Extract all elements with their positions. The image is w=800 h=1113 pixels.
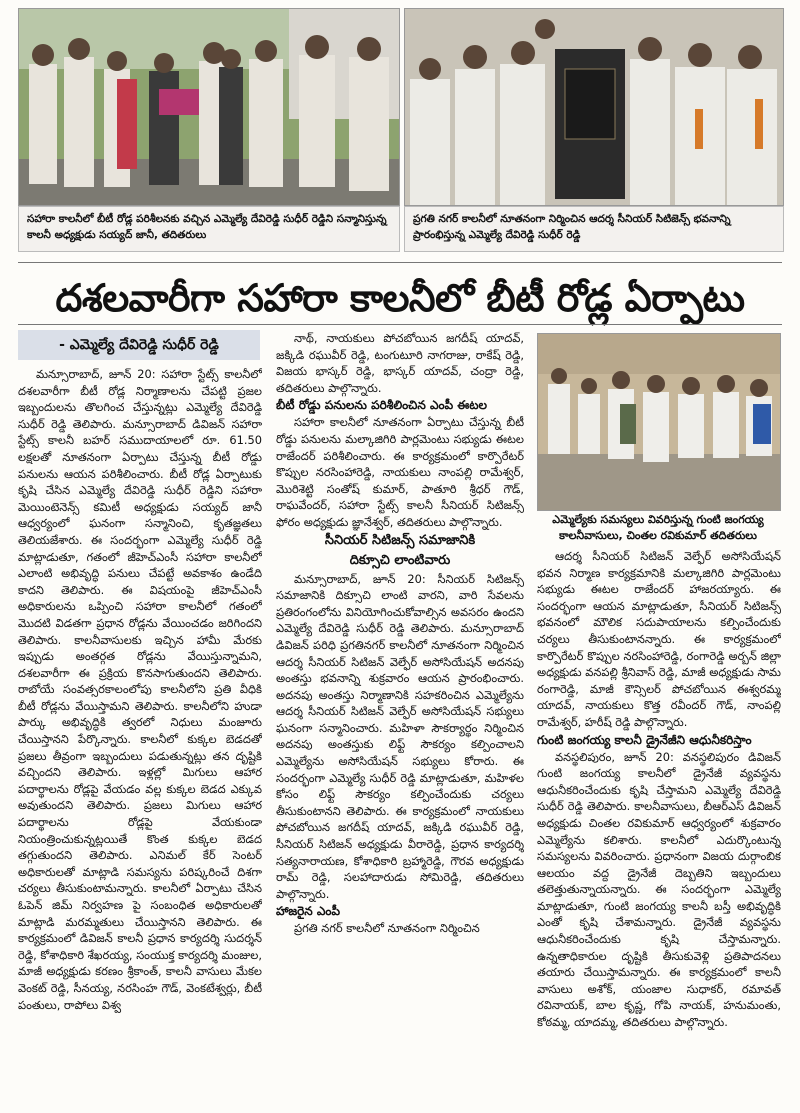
subheading: హాజరైన ఎంపీ <box>276 904 341 919</box>
photo-residents-meeting <box>537 333 781 511</box>
paragraph: మన్సూరాబాద్, జూన్ 20: సహారా స్టేట్స్ కాలనీలో దశలవారీగా బీటీ రోడ్ల నిర్మాణాలను చేపట్టి ప్రజల ఇబ్బందులను తొలగించ చేస్తున్నట్లు ఎమ్మెల్యే దేవిరెడ్డి సుధీర్ రెడ్డి తెలిపారు. మన్సూరాబాద్ డివిజన్ సహారా స్టేట్స్ కాలనీ బహర్ సముదాయాలలో రూ. 61.50 లక్షలతో నూతనంగా ఏర్పాటు చేస్తున్న బీటీ రోడ్డు పనులను ఆయన పరిశీలించారు. బీటీ రోడ్ల ఏర్పాటుకు కృషి చేసిన ఎమ్మెల్యే దేవిరెడ్డి సుధీర్ రెడ్డిని సహారా మెయింటెనెన్స్ కమిటీ అధ్యక్షుడు సయ్యద్ జానీ ఆధ్వర్యంలో ఘనంగా సన్మానించి, కృతజ్ఞతలు తెలియజేశారు. ఈ సందర్భంగా ఎమ్మెల్యే సుధీర్ రెడ్డి మాట్లాడుతూ, గతంలో జీహెచ్ఎంసీ సహారా కాలనీలో ఎలాంటి అభివృద్ధి పనులు చేపట్టే అవకాశం ఉండేది కాదని తెలిపారు. ఈ విషయంపై జీహెచ్ఎంసీ అధికారులను ఒప్పించి సహారా కాలనీలో గతంలో మొదటి విడతగా ప్రధాన రోడ్లను వేయించడం జరిగిందని తెలిపారు. కాలనీవాసులకు ఇచ్చిన హామీ మేరకు ఇప్పుడు అంతర్గత రోడ్లను వేయిస్తున్నామని, దశలవారీగా ఈ ప్రక్రియ కొనసాగుతుందని తెలిపారు. రాబోయే సంవత్సరకాలంలోపు కాలనీలోని ప్రతి వీధికి బీటీ రోడ్లను వేయిస్తామని తెలిపారు. కాలనీలోని హుడా పార్కు అభివృద్ధికి త్వరలో నిధులు మంజూరు చేయిస్తానని పేర్కొన్నారు. కాలనీలో కుక్కల బెడదతో ప్రజలు తీవ్రంగా ఇబ్బందులు పడుతున్నట్లు తన దృష్టికి వచ్చిందని తెలిపారు. ఇళ్లల్లో మిగులు ఆహార పదార్థాలను రోడ్లపై వేయడం వల్ల కుక్కల బెడద ఎక్కువ అవుతుందని తెలిపారు. ప్రజలు మిగులు ఆహార పదార్థాలను రోడ్లపై వేయకుండా నియంత్రించుకున్నట్లయితే కొంత కుక్కల బెడద తగ్గుతుందని తెలిపారు. ఎనిమల్ కేర్ సెంటర్ అధికారులతో మాట్లాడి సమస్యను పరిష్కరించే దిశగా చర్యలు తీసుకుంటామన్నారు. కాలనీలో ఏర్పాటు చేసిన ఓపెన్ జిమ్ నిర్వహణ పై సంబంధిత అధికారులతో మాట్లాడి మరమ్మతులు చేయిస్తానని తెలిపారు. ఈ కార్యక్రమంలో డివిజన్ కాలనీ ప్రధాన కార్యదర్శి సుదర్శన్ రెడ్డి, కోశాధికారి శేఖరయ్య, సంయుక్త కార్యదర్శి మంజుల, మాజీ అధ్యక్షుడు కరణం శ్రీకాంత్, కాలనీ వాసులు మేకల వెంకట్ రెడ్డి, సీనయ్య, నరసింహ గౌడ్, వెంకటేశ్వర్లు, బీటీ పంతులు, రాపోలు విశ్వ <box>18 367 262 1012</box>
caption-text: సహారా కాలనీలో బీటీ రోడ్ల పరిశీలనకు వచ్చిన ఎమ్మెల్యే దేవిరెడ్డి సుధీర్ రెడ్డిని సన్మానిస్తున్న కాలనీ అధ్యక్షుడు సయ్యద్ జానీ, తదితరులు <box>27 213 387 241</box>
byline: - ఎమ్మెల్యే దేవిరెడ్డి సుధీర్ రెడ్డి <box>18 330 260 360</box>
divider-top <box>18 262 782 263</box>
paragraph: నాథ్, నాయకులు పోచబోయిన జగదీష్ యాదవ్, జక్కిడి రఘువీర్ రెడ్డి, టంగుటూరి నాగరాజు, రాకేష్ రెడ్డి, విజయ భాస్కర్ రెడ్డి, భాస్కర్ యాదవ్, చంద్రా రెడ్డి, తదితరులు పాల్గొన్నారు. <box>276 331 524 395</box>
column-1 <box>18 366 262 1108</box>
subheading: బీటీ రోడ్డు పనులను పరిశీలించిన ఎంపీ ఈటల <box>276 398 487 413</box>
subheading-line-2: దిక్సూచి లాంటివారు <box>349 552 451 568</box>
paragraph: వనస్థలిపురం, జూన్ 20: వనస్థలిపురం డివిజన్ గుంటి జంగయ్య కాలనీలో డ్రైనేజీ వ్యవస్థను ఆధునీకరించేందుకు కృషి చేస్తామని ఎమ్మెల్యే దేవిరెడ్డి సుధీర్ రెడ్డి తెలిపారు. కాలనీవాసులు, బీఆర్ఎస్ డివిజన్ అధ్యక్షుడు చింతల రవికుమార్ ఆధ్వర్యంలో శుక్రవారం ఎమ్మెల్యేను కలిశారు. కాలనీలో ఎదుర్కొంటున్న సమస్యలను వివరించారు. ప్రధానంగా విజయ దుర్గాంబిక ఆలయం వద్ద డ్రైనేజీ దెబ్బతిని ఇబ్బందులు తలెత్తుతున్నాయన్నారు. ఈ సందర్భంగా ఎమ్మెల్యే మాట్లాడుతూ, గుంటి జంగయ్య కాలనీ బస్తీ అభివృద్ధికి ఎంతో కృషి చేశామన్నారు. డ్రైనేజీ వ్యవస్థను ఆధునీకరించేందుకు కృషి చేస్తామన్నారు. ఉన్నతాధికారుల దృష్టికి తీసుకువెళ్లి ప్రతిపాదనలు తయారు చేయిస్తామన్నారు. ఈ కార్యక్రమంలో కాలనీ వాసులు అశోక్, యంజాల సుధాకర్, రమావత్ రవినాయక్, బాల కృష్ణ, గోపి నాయక్, హనుమంతు, కోఠమ్మ, యాదమ్మ, తదితరులు పాల్గొన్నారు. <box>537 749 781 1030</box>
headline: దశలవారీగా సహారా కాలనీలో బీటీ రోడ్ల ఏర్పాటు <box>55 276 745 320</box>
subheading: గుంటి జంగయ్య కాలనీ డ్రైనేజీని ఆధునీకరిస్తాం <box>537 732 752 747</box>
photo-mla-felicitation <box>18 8 400 206</box>
column-3 <box>537 548 781 1108</box>
subheading-line-1: సీనియర్ సిటిజన్స్ సమాజానికి <box>324 532 476 548</box>
photo-caption-left <box>18 206 400 252</box>
divider-headline <box>18 324 782 325</box>
paragraph: ఆదర్శ సీనియర్ సిటిజన్ వెల్ఫేర్ అసోసియేషన్ భవన నిర్మాణ కార్యక్రమానికి మల్కాజిగిరి పార్లమెంటు సభ్యుడు ఈటల రాజేందర్ హాజరయ్యారు. ఈ సందర్భంగా ఆయన మాట్లాడుతూ, సీనియర్ సిటిజన్స్ భవనంలో మౌలిక సదుపాయాలను కల్పించేందుకు చర్యలు తీసుకుంటానన్నారు. ఈ కార్యక్రమంలో కార్పొరేటర్ కొప్పుల నరసింహారెడ్డి, రంగారెడ్డి అర్బన్ జిల్లా అధ్యక్షుడు వనపల్లి శ్రీనివాస్ రెడ్డి, మాజీ అధ్యక్షుడు సామ రంగారెడ్డి, మాజీ కౌన్సిలర్ పోచబోయిన ఈశ్వరమ్మ యాదవ్, నాయకులు కొత్త రవీందర్ గౌడ్, నాంపల్లి రామేశ్వర్, హరీష్ రెడ్డి పాల్గొన్నారు. <box>537 549 781 729</box>
paragraph: సహారా కాలనీలో నూతనంగా ఏర్పాటు చేస్తున్న బీటీ రోడ్డు పనులను మల్కాజిగిరి పార్లమెంటు సభ్యుడు ఈటల రాజేందర్ పరిశీలించారు. ఈ కార్యక్రమంలో కార్పొరేటర్ కొప్పుల నరసింహారెడ్డి, నాయకులు నాంపల్లి రామేశ్వర్, మొరిశెట్టి సంతోష్ కుమార్, పాతూరి శ్రీధర్ గౌడ్, రాఘవేందర్, సహారా స్టేట్స్ కాలనీ సీనియర్ సిటిజన్స్ ఫోరం అధ్యక్షుడు జ్ఞానేశ్వర్, తదితరులు పాల్గొన్నారు. <box>276 415 524 529</box>
photo-building-inauguration <box>404 8 784 206</box>
subheading <box>276 531 524 571</box>
paragraph: మన్సూరాబాద్, జూన్ 20: సీనియర్ సిటిజన్స్ సమాజానికి దిక్సూచి లాంటి వారని, వారి సేవలను ప్రతిరంగంలోను వినియోగించుకోవాల్సిన అవసరం ఉందని ఎమ్మెల్యే దేవిరెడ్డి సుధీర్ రెడ్డి తెలిపారు. మన్సూరాబాద్ డివిజన్ పరిధి ప్రగతినగర్ కాలనీలో నూతనంగా నిర్మించిన ఆదర్శ సీనియర్ సిటిజన్ వెల్ఫేర్ అసోసియేషన్ అదనపు అంతస్తు భవనాన్ని శుక్రవారం ఆయన ప్రారంభించారు. అదనపు అంతస్తు నిర్మాణానికి సహకరించిన ఎమ్మెల్యేను ఆదర్శ సీనియర్ సిటిజన్ వెల్ఫేర్ అసోసియేషన్ సభ్యులు ఘనంగా సన్మానించారు. మహిళా సౌకర్యార్థం నిర్మించిన అదనపు అంతస్తుకు లిఫ్ట్ సౌకర్యం కల్పించాలని ఎమ్మెల్యేను అసోసియేషన్ సభ్యులు కోరారు. ఈ సందర్భంగా ఎమ్మెల్యే సుధీర్ రెడ్డి మాట్లాడుతూ, మహిళల కోసం లిఫ్ట్ సౌకర్యం కల్పించేందుకు చర్యలు తీసుకుంటానని తెలిపారు. ఈ కార్యక్రమంలో నాయకులు పోచబోయిన జగదీష్ యాదవ్, జక్కిడి రఘువీర్ రెడ్డి, సీనియర్ సిటిజన్ అధ్యక్షుడు వీరారెడ్డి, ప్రధాన కార్యదర్శి సత్యనారాయణ, కోశాధికారి బ్రహ్మారెడ్డి, గౌరవ అధ్యక్షుడు రామ్ రెడ్డి, సలహాదారుడు సోమిరెడ్డి, తదితరులు పాల్గొన్నారు. <box>276 571 524 901</box>
paragraph: ప్రగతి నగర్ కాలనీలో నూతనంగా నిర్మించిన <box>294 921 480 936</box>
caption-text: ప్రగతి నగర్ కాలనీలో నూతనంగా నిర్మించిన ఆదర్శ సీనియర్ సిటిజెన్స్ భవనాన్ని ప్రారంభిస్తున్న ఎమ్మెల్యే దేవిరెడ్డి సుధీర్ రెడ్డి <box>413 213 731 241</box>
column-2 <box>276 330 524 1108</box>
photo-caption-side: ఎమ్మెల్యేకు సమస్యలు వివరిస్తున్న గుంటి జంగయ్య కాలనీవాసులు, చింతల రవికుమార్ తదితరులు <box>552 513 764 542</box>
photo-caption-right <box>404 206 784 252</box>
